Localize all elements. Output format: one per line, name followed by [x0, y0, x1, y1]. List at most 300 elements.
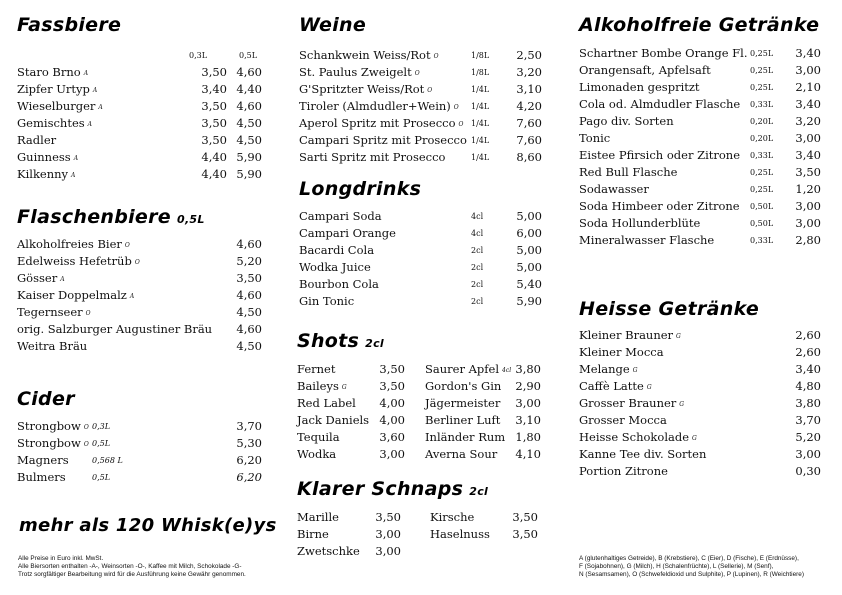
price-03: 3,40	[201, 82, 227, 96]
fassbiere-size-header	[17, 47, 267, 64]
item-name-cell	[299, 115, 463, 133]
item-name-cell	[430, 509, 474, 526]
price-03: 3,50	[201, 133, 227, 147]
shots-list-left	[297, 361, 427, 463]
item-name-cell	[297, 446, 336, 463]
item-name: Kaiser Doppelmalz	[17, 288, 127, 302]
menu-row	[579, 327, 824, 344]
menu-row	[17, 304, 267, 321]
price-05: 5,90	[236, 150, 262, 164]
price: 7,60	[516, 116, 542, 130]
footer-right-line: N (Sesamsamen), O (Schwefeldioxid und Sulphite), P (Lupinen), R (Weichtiere)	[579, 571, 804, 578]
price-05: 4,40	[236, 82, 262, 96]
item-name-cell	[17, 81, 97, 99]
allergen-code: G	[632, 366, 638, 374]
item-name-cell	[299, 276, 379, 293]
size: 4cl	[471, 229, 484, 238]
item-name: Kirsche	[430, 510, 475, 524]
heiss-list	[579, 327, 824, 480]
item-name: Wieselburger	[17, 99, 96, 113]
footer-left-line: Alle Preise in Euro inkl. MwSt.	[18, 555, 104, 562]
item-name: G'Spritzter Weiss/Rot	[299, 82, 425, 96]
price: 3,00	[795, 131, 821, 145]
allergen-code: A	[73, 154, 79, 162]
item-name: Weitra Bräu	[17, 339, 88, 353]
menu-row	[579, 361, 824, 378]
item-name: Guinness	[17, 150, 71, 164]
price: 3,20	[516, 65, 542, 79]
price: 2,60	[795, 328, 821, 342]
price: 2,50	[516, 48, 542, 62]
item-name-cell	[425, 395, 500, 412]
item-name: Sodawasser	[579, 182, 649, 196]
price: 3,00	[515, 396, 541, 410]
item-name: Edelweiss Hefetrüb	[17, 254, 132, 268]
item-name: Campari Soda	[299, 209, 382, 223]
item-name: Wodka	[297, 447, 337, 461]
menu-row	[425, 429, 545, 446]
item-name: Strongbow	[17, 436, 81, 450]
menu-row	[297, 509, 427, 526]
menu-row	[579, 463, 824, 480]
item-name-cell	[299, 242, 374, 259]
item-name: Campari Spritz mit Prosecco	[299, 133, 467, 147]
item-name-cell	[299, 47, 439, 65]
cider-heading	[17, 388, 75, 410]
size-col-03: 0,3L	[189, 51, 208, 60]
item-name: St. Paulus Zweigelt	[299, 65, 412, 79]
price-05: 5,90	[236, 167, 262, 181]
item-name-cell	[579, 378, 652, 396]
footer-left-line: Trotz sorgfältiger Bearbeitung wird für die Ausführung keine Gewähr genommen.	[18, 571, 246, 578]
item-name-cell	[579, 147, 740, 164]
item-name: Birne	[297, 527, 329, 541]
menu-row	[579, 198, 824, 215]
price: 4,60	[236, 237, 262, 251]
item-name-cell	[579, 446, 706, 463]
item-name: Bulmers	[17, 470, 66, 484]
price-05: 4,60	[236, 99, 262, 113]
item-name: Red Bull Flasche	[579, 165, 678, 179]
menu-row	[297, 526, 427, 543]
size: 1/4L	[471, 119, 490, 128]
price: 3,40	[795, 97, 821, 111]
size: 0,5L	[92, 473, 111, 482]
price: 8,60	[516, 150, 542, 164]
item-name: Kleiner Brauner	[579, 328, 674, 342]
price-03: 4,40	[201, 150, 227, 164]
size: 0,5L	[92, 439, 111, 448]
weine-title: Weine	[299, 14, 367, 36]
item-name-cell	[579, 395, 684, 413]
price: 3,70	[236, 419, 262, 433]
schnaps-size: 2cl	[469, 485, 489, 498]
longdrinks-heading	[299, 178, 421, 200]
menu-row	[579, 96, 824, 113]
item-name-cell	[17, 287, 134, 305]
item-name-cell	[579, 62, 711, 79]
item-name: Gösser	[17, 271, 58, 285]
menu-row	[579, 181, 824, 198]
allergen-code: O	[83, 440, 89, 448]
item-name-cell	[297, 378, 347, 396]
item-name: Bacardi Cola	[299, 243, 375, 257]
menu-row	[17, 132, 267, 149]
shots-list-right	[425, 361, 545, 463]
allergen-code: G	[646, 383, 652, 391]
heiss-heading	[579, 298, 759, 320]
menu-row	[17, 236, 267, 253]
price: 3,80	[515, 362, 541, 376]
item-name-cell	[579, 113, 674, 130]
price: 3,40	[795, 46, 821, 60]
item-name: Zipfer Urtyp	[17, 82, 90, 96]
item-name-cell	[17, 253, 140, 271]
item-name: Staro Brno	[17, 65, 81, 79]
flaschenbiere-heading	[17, 206, 205, 228]
menu-row	[17, 270, 267, 287]
menu-row	[299, 47, 549, 64]
item-name: Magners	[17, 453, 69, 467]
item-name: Soda Hollunderblüte	[579, 216, 701, 230]
item-name-cell	[297, 509, 339, 526]
item-name: Mineralwasser Flasche	[579, 233, 715, 247]
menu-row	[579, 429, 824, 446]
cider-list	[17, 418, 267, 486]
menu-row	[425, 361, 545, 378]
item-name-cell	[17, 469, 66, 486]
price: 5,20	[236, 254, 262, 268]
item-name: Soda Himbeer oder Zitrone	[579, 199, 740, 213]
menu-row	[425, 378, 545, 395]
item-name-cell	[425, 378, 501, 395]
alkoholfrei-heading	[579, 14, 819, 36]
price: 3,70	[795, 413, 821, 427]
menu-row	[299, 81, 549, 98]
price: 3,80	[795, 396, 821, 410]
item-name: Aperol Spritz mit Prosecco	[299, 116, 456, 130]
size: 0,20L	[750, 134, 774, 143]
price: 3,60	[379, 430, 405, 444]
item-name-cell	[17, 64, 88, 82]
menu-row	[579, 79, 824, 96]
item-name: Red Label	[297, 396, 356, 410]
item-name: Portion Zitrone	[579, 464, 668, 478]
item-name-cell	[579, 96, 740, 113]
item-name: Kilkenny	[17, 167, 69, 181]
price: 3,00	[375, 544, 401, 558]
item-name: Orangensaft, Apfelsaft	[579, 63, 711, 77]
price: 3,50	[795, 165, 821, 179]
longdrinks-list	[299, 208, 549, 310]
size: 0,33L	[750, 100, 774, 109]
item-name-cell	[579, 79, 700, 96]
size: 0,33L	[750, 151, 774, 160]
size: 1/4L	[471, 102, 490, 111]
item-name: Inländer Rum	[425, 430, 506, 444]
size: 1/4L	[471, 85, 490, 94]
item-name: Gin Tonic	[299, 294, 355, 308]
size: 0,25L	[750, 83, 774, 92]
price: 2,80	[795, 233, 821, 247]
menu-row	[17, 452, 267, 469]
item-name-cell	[299, 149, 445, 166]
item-name-cell	[299, 64, 420, 82]
item-name: Baileys	[297, 379, 339, 393]
fassbiere-title: Fassbiere	[17, 14, 122, 36]
allergen-code: G	[679, 400, 685, 408]
menu-row	[17, 115, 267, 132]
price: 3,50	[236, 271, 262, 285]
price-05: 4,50	[236, 116, 262, 130]
menu-row	[17, 338, 267, 355]
price: 4,20	[516, 99, 542, 113]
item-name: Melange	[579, 362, 630, 376]
item-name-cell	[17, 338, 87, 355]
menu-row	[579, 232, 824, 249]
price: 3,00	[379, 447, 405, 461]
item-name: Heisse Schokolade	[579, 430, 690, 444]
size: 2cl	[471, 297, 484, 306]
item-name: Tequila	[297, 430, 340, 444]
footer-right-line: A (glutenhaltiges Getreide), B (Krebstiere), C (Eier), D (Fische), E (Erdnüsse),	[579, 555, 799, 562]
flaschenbiere-size: 0,5L	[176, 213, 205, 226]
item-name-cell	[579, 344, 664, 361]
size: 0,25L	[750, 49, 774, 58]
item-name: Strongbow	[17, 419, 81, 433]
menu-row	[17, 435, 267, 452]
item-name-cell	[299, 132, 467, 149]
price: 3,40	[795, 148, 821, 162]
price: 4,00	[379, 396, 405, 410]
menu-row	[579, 446, 824, 463]
item-name-cell	[579, 215, 700, 232]
weine-list	[299, 47, 549, 166]
menu-row	[579, 395, 824, 412]
item-name: Tiroler (Almdudler+Wein)	[299, 99, 451, 113]
price: 3,10	[516, 82, 542, 96]
item-name-cell	[17, 304, 91, 322]
price: 5,90	[516, 294, 542, 308]
price: 3,00	[795, 63, 821, 77]
price: 3,50	[379, 379, 405, 393]
price: 5,20	[795, 430, 821, 444]
schnaps-title: Klarer Schnaps	[297, 478, 464, 500]
item-name-cell	[579, 327, 681, 345]
menu-row	[299, 132, 549, 149]
allergen-code: A	[129, 292, 135, 300]
item-name: Haselnuss	[430, 527, 490, 541]
item-name: Jack Daniels	[297, 413, 370, 427]
menu-row	[17, 98, 267, 115]
menu-row	[425, 395, 545, 412]
price: 7,60	[516, 133, 542, 147]
footer-left-line: Alle Biersorten enthalten -A-, Weinsorten -O-, Kaffee mit Milch, Schokolade -G-	[18, 563, 242, 570]
menu-row	[17, 287, 267, 304]
item-name-cell	[579, 130, 610, 147]
allergen-code: A	[60, 275, 65, 283]
menu-row	[579, 130, 824, 147]
size: 1/8L	[471, 68, 490, 77]
menu-row	[299, 225, 549, 242]
size: 0,568 L	[92, 456, 123, 465]
fassbiere-list	[17, 47, 267, 183]
item-name: Kleiner Mocca	[579, 345, 664, 359]
size: 1/8L	[471, 51, 490, 60]
size: 1/4L	[471, 153, 490, 162]
item-name-cell	[17, 435, 89, 453]
footer-right	[579, 555, 804, 579]
schnaps-list-right	[430, 509, 542, 543]
item-name-cell	[579, 429, 697, 447]
price: 4,10	[515, 447, 541, 461]
price-03: 3,50	[201, 65, 227, 79]
size: 2cl	[471, 280, 484, 289]
allergen-code: O	[85, 309, 91, 317]
item-name-cell	[17, 115, 92, 133]
price: 2,60	[795, 345, 821, 359]
price: 3,50	[512, 527, 538, 541]
item-name-cell	[17, 236, 130, 254]
size: 0,25L	[750, 185, 774, 194]
item-name-cell	[17, 166, 75, 184]
cider-title: Cider	[17, 388, 75, 410]
menu-row	[297, 412, 427, 429]
menu-row	[17, 469, 267, 486]
item-name-cell	[299, 208, 382, 225]
alkoholfrei-list	[579, 45, 824, 249]
item-name-cell	[17, 452, 69, 469]
item-name: Cola od. Almdudler Flasche	[579, 97, 741, 111]
size: 0,3L	[92, 422, 111, 431]
menu-row	[579, 45, 824, 62]
menu-row	[17, 149, 267, 166]
item-name: Eistee Pfirsich oder Zitrone	[579, 148, 741, 162]
menu-row	[299, 276, 549, 293]
item-name-cell	[297, 429, 340, 446]
item-name-cell	[297, 395, 356, 412]
price-05: 4,60	[236, 65, 262, 79]
allergen-code: A	[83, 69, 89, 77]
allergen-code: O	[458, 120, 464, 128]
price: 2,10	[795, 80, 821, 94]
flaschenbiere-list	[17, 236, 267, 355]
menu-row	[17, 166, 267, 183]
allergen-code: G	[692, 434, 697, 442]
allergen-code: G	[341, 383, 347, 391]
item-name-cell	[579, 361, 638, 379]
item-name-cell	[579, 164, 677, 181]
size: 0,25L	[750, 168, 774, 177]
item-name-cell	[579, 45, 748, 62]
price: 5,00	[516, 209, 542, 223]
allergen-code: 4cl	[502, 366, 512, 374]
menu-row	[17, 81, 267, 98]
item-name-cell	[17, 321, 212, 338]
item-name-cell	[579, 181, 649, 198]
price: 4,60	[236, 322, 262, 336]
price: 3,20	[795, 114, 821, 128]
size: 0,20L	[750, 117, 774, 126]
price-03: 3,50	[201, 99, 227, 113]
item-name: Alkoholfreies Bier	[17, 237, 122, 251]
item-name-cell	[299, 293, 354, 310]
size: 4cl	[471, 212, 484, 221]
price: 3,00	[795, 447, 821, 461]
menu-row	[579, 164, 824, 181]
menu-row	[579, 378, 824, 395]
size: 0,50L	[750, 219, 774, 228]
menu-row	[297, 429, 427, 446]
menu-row	[17, 321, 267, 338]
allergen-code: A	[71, 171, 76, 179]
price: 6,00	[516, 226, 542, 240]
item-name: Fernet	[297, 362, 336, 376]
menu-row	[579, 215, 824, 232]
item-name: Radler	[17, 133, 57, 147]
allergen-code: O	[124, 241, 130, 249]
price: 4,80	[795, 379, 821, 393]
item-name: Campari Orange	[299, 226, 396, 240]
size: 0,33L	[750, 236, 774, 245]
weine-heading	[299, 14, 366, 36]
menu-row	[297, 446, 427, 463]
item-name-cell	[579, 412, 667, 429]
item-name: Marille	[297, 510, 339, 524]
item-name: Saurer Apfel	[425, 362, 500, 376]
allergen-code: O	[433, 52, 439, 60]
size: 1/4L	[471, 136, 490, 145]
item-name-cell	[425, 412, 500, 429]
allergen-code: A	[92, 86, 98, 94]
menu-row	[299, 242, 549, 259]
footer-left	[18, 555, 246, 579]
item-name: Berliner Luft	[425, 413, 501, 427]
fassbiere-heading	[17, 14, 121, 36]
allergen-code: O	[134, 258, 140, 266]
size-col-05: 0,5L	[239, 51, 258, 60]
item-name: orig. Salzburger Augustiner Bräu	[17, 322, 213, 336]
allergen-code: O	[427, 86, 433, 94]
menu-row	[297, 361, 427, 378]
price: 6,20	[236, 470, 262, 484]
item-name-cell	[17, 418, 89, 436]
item-name-cell	[299, 259, 371, 276]
item-name-cell	[299, 81, 432, 99]
price-03: 3,50	[201, 116, 227, 130]
menu-row	[579, 344, 824, 361]
price: 5,40	[516, 277, 542, 291]
item-name: Bourbon Cola	[299, 277, 379, 291]
price: 5,00	[516, 243, 542, 257]
menu-row	[299, 293, 549, 310]
item-name-cell	[17, 132, 56, 149]
allergen-code: O	[414, 69, 420, 77]
whisky-note: mehr als 120 Whisk(e)ys	[19, 515, 277, 536]
item-name-cell	[579, 463, 668, 480]
item-name-cell	[17, 149, 78, 167]
menu-row	[425, 446, 545, 463]
menu-row	[299, 259, 549, 276]
item-name-cell	[430, 526, 490, 543]
menu-row	[17, 64, 267, 81]
menu-row	[17, 253, 267, 270]
shots-size: 2cl	[365, 337, 385, 350]
longdrinks-title: Longdrinks	[299, 178, 422, 200]
heiss-title: Heisse Getränke	[579, 298, 760, 320]
item-name-cell	[579, 198, 740, 215]
size: 2cl	[471, 246, 484, 255]
